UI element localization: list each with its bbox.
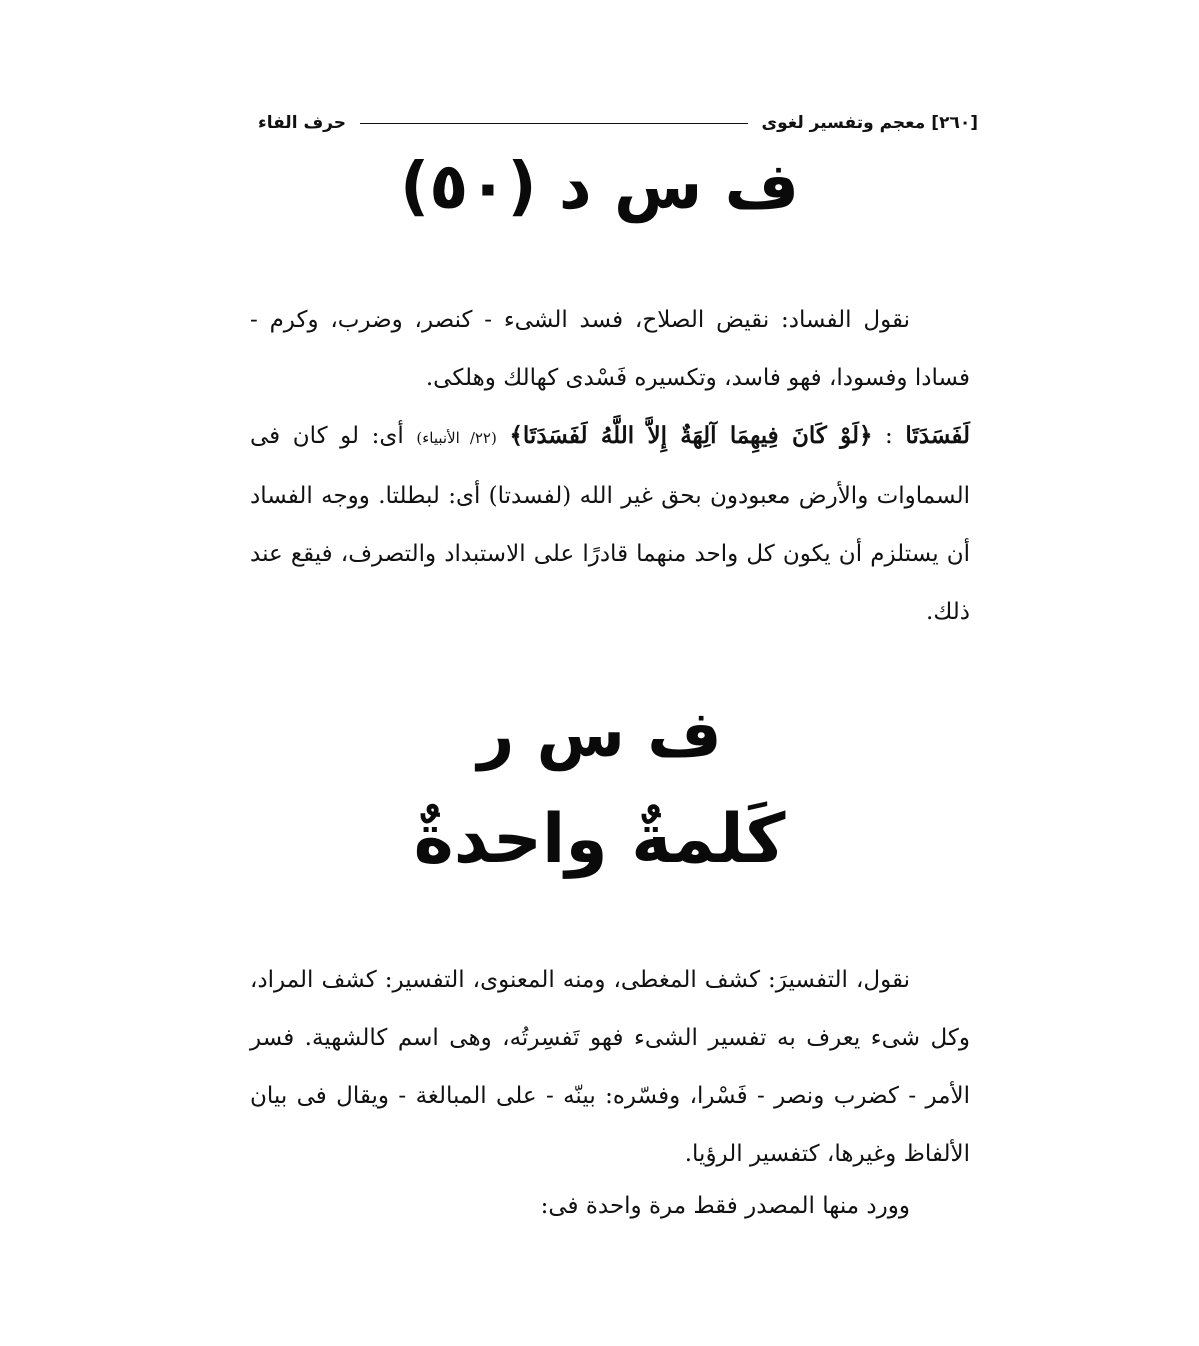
page-number: [٢٦٠] <box>931 113 978 133</box>
entry-fsr-definition: نقول، التفسيرَ: كشف المغطى، ومنه المعنوى، التفسير: كشف المراد، وكل شىء يعرف به تفسير الشىء فهو تَفسِرتُه، وهى اسم كالشهية. فسر الأمر - كضرب ونصر - فَسْرا، وفسّره: بينّه - على المبالغة - ويقال فى بيان الألفاظ وغيرها، كتفسير الرؤيا. <box>250 967 970 1167</box>
entry-fsr-occurrence: وورد منها المصدر فقط مرة واحدة فى: <box>540 1193 910 1219</box>
section-title: حرف الفاء <box>258 113 347 133</box>
entry-subheading-one-word: كَلمةٌ واحدةٌ <box>413 800 786 879</box>
entry-fsd-definition: نقول الفساد: نقيض الصلاح، فسد الشىء - كنصر، وضرب، وكرم - فسادا وفسودا، فهو فاسد، وتكسيره فَسْدى كهالك وهلكى. <box>250 307 970 391</box>
running-header <box>258 108 978 138</box>
verse-explanation: أى: لو كان فى السماوات والأرض معبودون بحق غير الله (لفسدتا) أى: لبطلتا. ووجه الفساد أن يستلزم أن يكون كل واحد منهما قادرًا على الاستبداد والتصرف، فيقع عند ذلك. <box>250 423 970 625</box>
quran-verse: ﴿لَوْ كَانَ فِيهِمَا آلِهَةٌ إِلاَّ اللَّهُ لَفَسَدَتَا﴾ <box>509 422 873 449</box>
entry-heading-fsd: ف س د (٥٠) <box>400 150 799 224</box>
header-rule <box>360 123 748 124</box>
verse-reference: (٢٢/ الأنبياء) <box>416 429 497 447</box>
entry-fsd-quran-citation <box>250 407 970 641</box>
entry-heading-fsr: ف س ر <box>477 698 722 772</box>
book-title: معجم وتفسير لغوى <box>761 113 926 133</box>
term-lafasadata: لَفَسَدَتَا <box>905 422 970 449</box>
colon-separator: : <box>872 423 893 449</box>
